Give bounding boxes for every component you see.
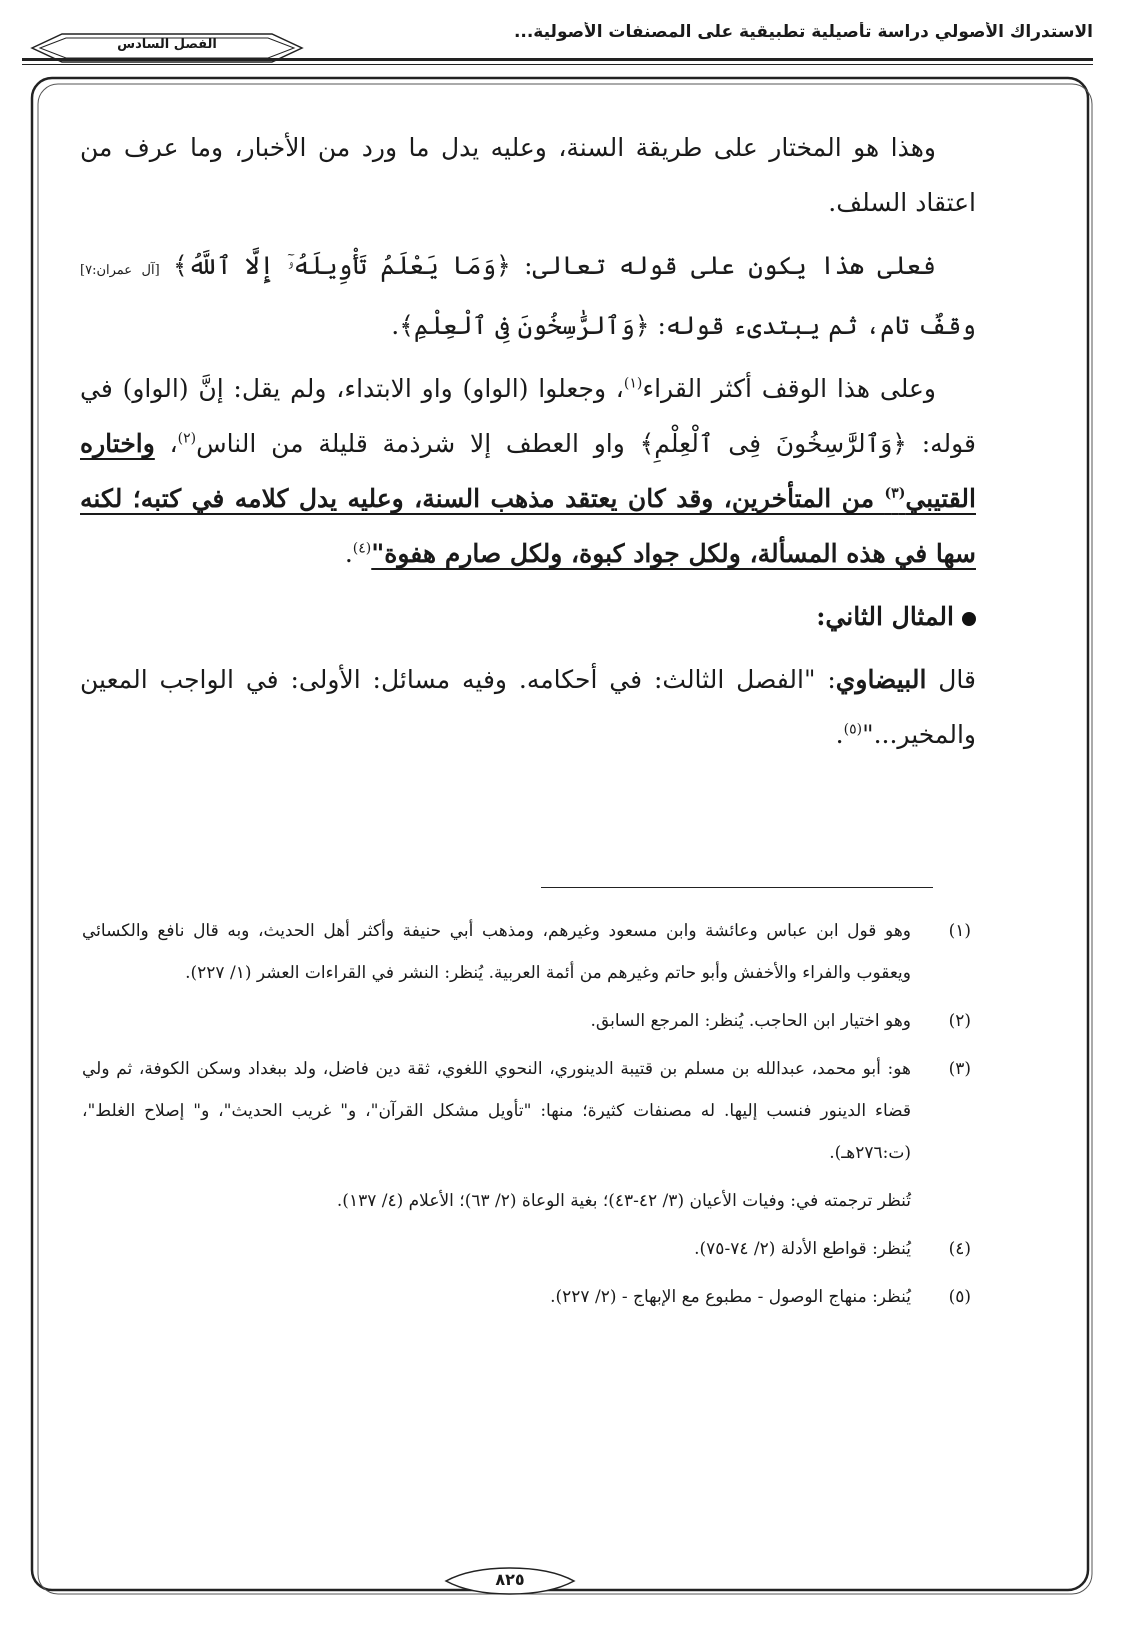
p4-bold: البيضاوي	[835, 665, 927, 694]
p3-d: ،	[154, 429, 178, 458]
p3-a: وعلى هذا الوقف أكثر القراء	[642, 374, 936, 403]
p3-bold-a: واختاره القتيبي	[80, 429, 976, 513]
footnote-text: يُنظر: قواطع الأدلة (٢/ ٧٤-٧٥).	[694, 1239, 911, 1259]
book-title: الاستدراك الأصولي دراسة تأصيلية تطبيقية على المصنفات الأصولية...	[513, 22, 1093, 42]
footnote-mark-1[interactable]: (١)	[623, 375, 643, 392]
footnote-2	[82, 1000, 971, 1042]
quran-quote-3: ﴿وَٱلرَّٰسِخُونَ فِى ٱلْعِلْمِ﴾	[639, 429, 907, 458]
footnote-text: تُنظر ترجمته في: وفيات الأعيان (٣/ ٤٢-٤٣)؛ بغية الوعاة (٢/ ٦٣)؛ الأعلام (٤/ ١٣٧).	[336, 1191, 911, 1211]
p3-end: .	[344, 539, 353, 568]
footnote-number: (٥)	[948, 1287, 971, 1307]
p3-bold-b: من المتأخرين، وقد كان يعتقد مذهب السنة، وعليه يدل كلامه في كتبه؛ لكنه سها في هذه المسألة، ولكل جواد كبوة، ولكل صارم هفوة"	[80, 484, 976, 568]
footnote-text: وهو قول ابن عباس وعائشة وابن مسعود وغيرهم، ومذهب أبي حنيفة وأكثر أهل الحديث، وبه قال نافع والكسائي ويعقوب والفراء والأخفش وأبو حاتم وغيرهم من أئمة العربية. يُنظر: النشر في القراءات العشر (١/ ٢٢٧).	[82, 921, 911, 983]
footnote-text: وهو اختيار ابن الحاجب. يُنظر: المرجع السابق.	[590, 1011, 911, 1031]
p4-b: : "الفصل الثالث: في أحكامه. وفيه مسائل: الأولى: في الواجب المعين والمخير..."	[80, 665, 976, 749]
heading-text: المثال الثاني:	[816, 602, 954, 631]
main-text	[80, 120, 976, 770]
footnote-mark-2[interactable]: (٢)	[177, 430, 197, 447]
footnote-3-continued	[82, 1180, 971, 1222]
footnote-text: هو: أبو محمد، عبدالله بن مسلم بن قتيبة الدينوري، النحوي اللغوي، ثقة دين فاضل، ولد ببغداد وسكن الكوفة، ثم ولي قضاء الدينور فنسب إليها. له مصنفات كثيرة؛ منها: "تأويل مشكل القرآن"، و" غريب الحديث"، و" إصلاح الغلط"، (ت:٢٧٦هـ).	[82, 1059, 911, 1163]
paragraph-1: وهذا هو المختار على طريقة السنة، وعليه يدل ما ورد من الأخبار، وما عرف من اعتقاد السلف.	[80, 133, 976, 217]
p2-end: .	[391, 311, 400, 340]
quran-quote-1: ﴿وَمَا يَعْلَمُ تَأْوِيلَهُۥٓ إِلَّا ٱللَّهُ﴾	[172, 251, 511, 280]
p4-end: .	[835, 720, 844, 749]
paragraph-2	[80, 238, 976, 353]
p2-mid: وقفٌ تام، ثم يبتدىء قوله:	[649, 311, 976, 340]
page-number: ٨٢٥	[495, 1570, 525, 1589]
page-number-badge	[440, 1566, 580, 1596]
footnote-1	[82, 910, 971, 994]
bullet-icon	[962, 612, 976, 626]
chapter-label: الفصل السادس	[117, 37, 217, 52]
p2-intro: فعلى هذا يكون على قوله تعالى:	[510, 251, 936, 280]
footnote-mark-3[interactable]: (٣)	[884, 485, 906, 502]
footnotes	[82, 910, 971, 1324]
footnote-3	[82, 1048, 971, 1174]
header-rule	[22, 58, 1093, 65]
footnote-4	[82, 1228, 971, 1270]
verse-reference: [آل عمران:٧]	[80, 263, 160, 278]
p3-b: ، وجعلوا (الواو) واو الابتداء، ولم يقل: إنَّ (الواو) في قوله:	[80, 374, 977, 458]
footnote-separator	[541, 887, 933, 888]
footnote-5	[82, 1276, 971, 1318]
p4-a: قال	[926, 665, 976, 694]
paragraph-4	[80, 652, 976, 762]
footnote-number: (٤)	[948, 1239, 971, 1259]
footnote-mark-5[interactable]: (٥)	[843, 721, 863, 738]
footnote-number: (٣)	[948, 1059, 971, 1079]
footnote-number: (٢)	[948, 1011, 971, 1031]
paragraph-3	[80, 361, 976, 581]
quran-quote-2: ﴿وَٱلرَّٰسِخُونَ فِى ٱلْعِلْمِ﴾	[399, 311, 650, 340]
footnote-number: (١)	[948, 921, 971, 941]
section-heading	[80, 589, 976, 644]
p3-c: واو العطف إلا شرذمة قليلة من الناس	[196, 429, 640, 458]
footnote-mark-4[interactable]: (٤)	[352, 540, 372, 557]
footnote-text: يُنظر: منهاج الوصول - مطبوع مع الإبهاج - (٢/ ٢٢٧).	[550, 1287, 911, 1307]
